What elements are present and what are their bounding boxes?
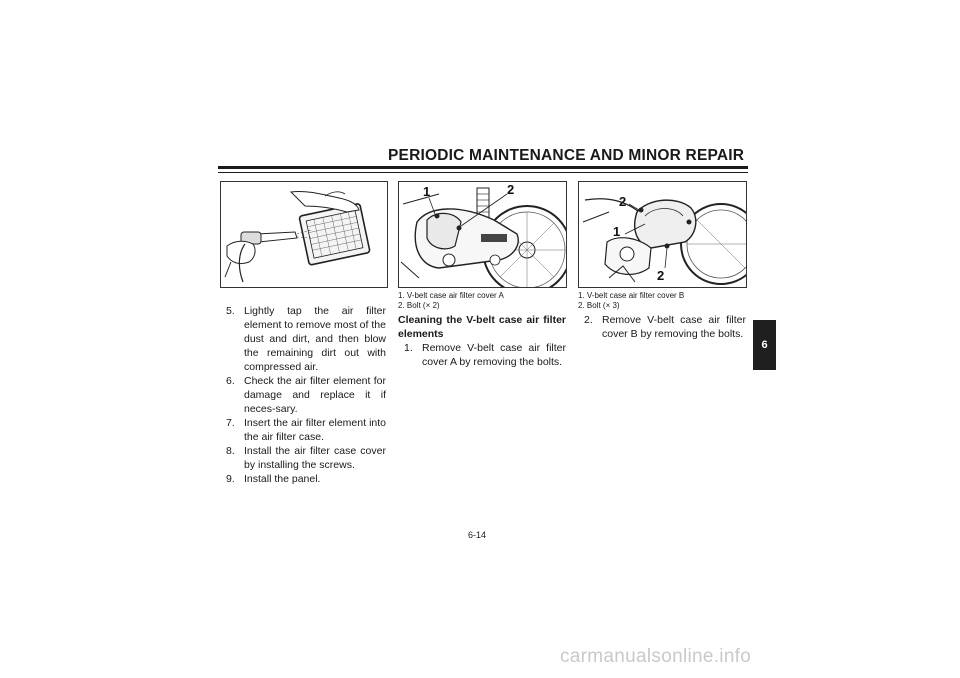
left-column: [226, 304, 386, 486]
air-filter-illustration: [221, 182, 387, 287]
step-text: Remove V-belt case air filter cover A by removing the bolts.: [422, 342, 566, 368]
caption-line: 2. Bolt (× 2): [398, 301, 440, 310]
page-title: PERIODIC MAINTENANCE AND MINOR REPAIR: [388, 147, 745, 164]
caption-line: 1. V-belt case air filter cover B: [578, 291, 685, 300]
step-7: [226, 416, 386, 444]
caption-line: 1. V-belt case air filter cover A: [398, 291, 504, 300]
step-text: Install the air filter case cover by installing the screws.: [244, 445, 386, 471]
figure-air-filter-cleaning: [220, 181, 388, 288]
caption-cover-a: [398, 291, 566, 311]
step-number: 5.: [226, 305, 235, 317]
step-9: [226, 472, 386, 486]
caption-line: 2. Bolt (× 3): [578, 301, 620, 310]
section-heading: Cleaning the V-belt case air filter elements: [398, 314, 566, 340]
watermark: carmanualsonline.info: [560, 646, 752, 667]
step-number: 6.: [226, 375, 235, 387]
step-5: [226, 304, 386, 374]
step-number: 8.: [226, 445, 235, 457]
callout-2-top: 2: [619, 194, 627, 209]
right-column: [584, 313, 746, 341]
figure-v-belt-cover-b: [578, 181, 747, 288]
callout-2: 2: [507, 182, 515, 197]
figure-v-belt-cover-a: [398, 181, 567, 288]
header-rule-thin: [218, 172, 748, 173]
step-text: Insert the air filter element into the air filter case.: [244, 417, 386, 443]
step-text: Lightly tap the air filter element to remove most of the dust and dirt, and then blow the remaining dirt out with compressed air.: [244, 305, 386, 373]
step-2: [584, 313, 746, 341]
page-number: 6-14: [468, 530, 487, 540]
step-1: [404, 341, 566, 369]
caption-cover-b: [578, 291, 746, 311]
middle-column: [398, 313, 566, 369]
step-6: [226, 374, 386, 416]
step-text: Install the panel.: [244, 473, 321, 485]
header-rule: [218, 166, 748, 169]
step-number: 9.: [226, 473, 235, 485]
step-text: Remove V-belt case air filter cover B by removing the bolts.: [602, 314, 746, 340]
step-number: 7.: [226, 417, 235, 429]
chapter-tab: 6: [753, 320, 776, 370]
callout-2-bottom: 2: [657, 268, 665, 283]
callout-1: 1: [613, 224, 621, 239]
callout-1: 1: [423, 184, 431, 199]
step-number: 2.: [584, 314, 593, 326]
step-8: [226, 444, 386, 472]
step-text: Check the air filter element for damage and replace it if neces-sary.: [244, 375, 386, 415]
step-number: 1.: [404, 342, 413, 354]
